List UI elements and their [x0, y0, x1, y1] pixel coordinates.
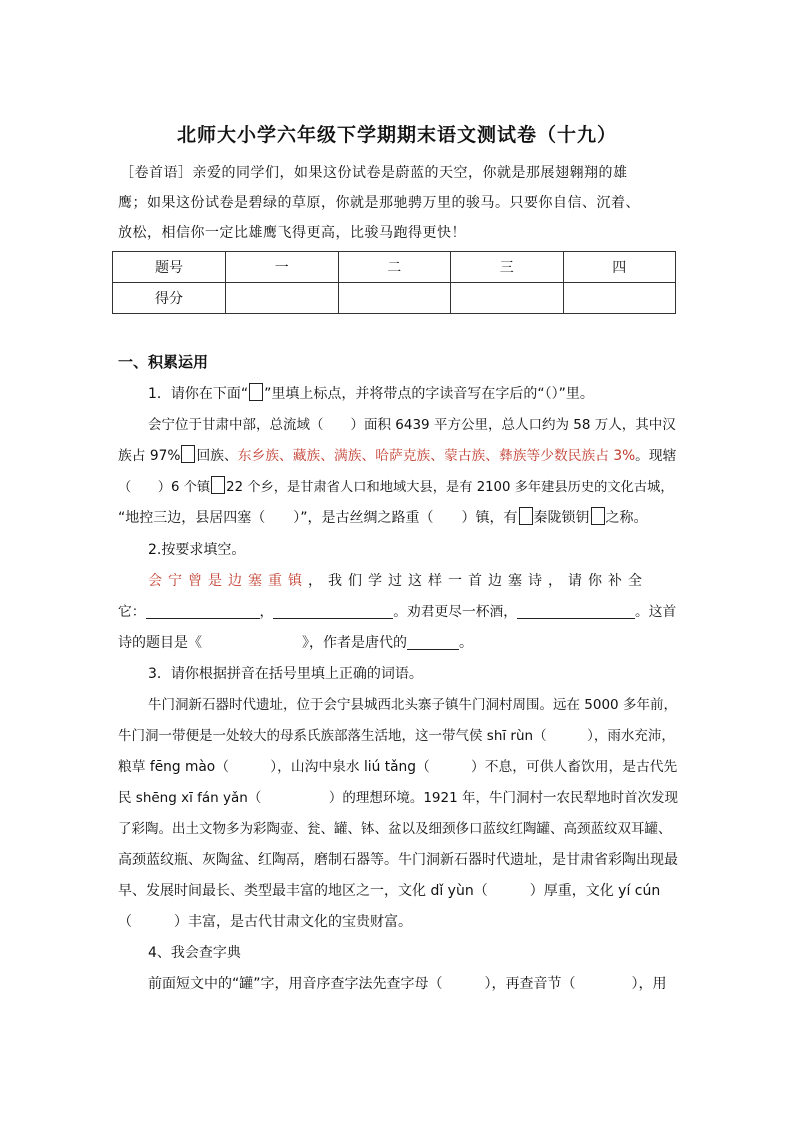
preface-line-2: 鹰；如果这份试卷是碧绿的草原，你就是那驰骋万里的骏马。只要你自信、沉着、 — [118, 195, 640, 211]
q3-line-5: 了彩陶。出土文物多为彩陶壶、瓮、罐、钵、盆以及细颈侈口蓝纹红陶罐、高颈蓝纹双耳罐、 — [118, 821, 672, 837]
q4-line-1: 前面短文中的“罐”字，用音序查字法先查字母（ ），再查音节（ ），用 — [148, 976, 667, 992]
q1-line-4-end: 之称。 — [605, 510, 648, 526]
preface-line-1: 亲爱的同学们，如果这份试卷是蔚蓝的天空，你就是那展翅翱翔的雄 — [192, 165, 628, 181]
score-input-cell[interactable] — [226, 283, 339, 314]
q2-line-3-start: 诗的题目是《 — [118, 635, 202, 651]
q1-line-2-start: 族占 97% — [118, 448, 181, 464]
q3-line-6: 高颈蓝纹瓶、灰陶盆、红陶鬲，磨制石器等。牛门洞新石器时代遗址，是甘肃省彩陶出现最 — [118, 852, 678, 868]
preface-tag: ［卷首语］ — [120, 165, 193, 181]
question-1 — [118, 379, 678, 534]
punctuation-box[interactable] — [591, 507, 605, 525]
q1-prompt-end: ”里填上标点，并将带点的字读音写在字后的“（）”里。 — [264, 386, 594, 402]
page-title: 北师大小学六年级下学期期末语文测试卷（十九） — [176, 124, 617, 146]
section-heading: 一、积累运用 — [118, 353, 209, 371]
q2-line-2-mid: 。劝君更尽一杯酒， — [393, 604, 518, 620]
q2-line-3-end: 。 — [459, 635, 473, 651]
q4-prompt: 4、我会查字典 — [148, 945, 241, 961]
score-header-cell: 二 — [338, 252, 451, 283]
q2-dotted-text: 会宁曾是边塞重镇 — [148, 573, 308, 589]
punctuation-box[interactable] — [211, 476, 225, 494]
q1-prompt-start: 1．请你在下面“ — [148, 386, 249, 402]
q2-line-1-end: ，我们学过这样一首边塞诗，请你补全 — [308, 573, 648, 589]
score-header-cell: 三 — [451, 252, 564, 283]
score-table — [112, 251, 676, 314]
score-table-header-row — [113, 252, 676, 283]
q2-line-2-start: 它： — [118, 604, 146, 620]
q3-line-2: 牛门洞一带便是一处较大的母系氏族部落生活地，这一带气侯 shī rùn（ ），雨水充沛， — [118, 728, 675, 744]
q2-prompt: 2.按要求填空。 — [148, 542, 246, 558]
q3-prompt: 3．请你根据拼音在括号里填上正确的词语。 — [148, 666, 423, 682]
q1-line-3-end: 22 个乡，是甘肃省人口和地域大县，是有 2100 多年建县历史的文化古城， — [226, 480, 674, 495]
score-header-cell: 题号 — [113, 252, 226, 283]
q1-line-4-mid: 秦陇锁钥 — [533, 510, 590, 526]
answer-blank[interactable] — [517, 603, 635, 619]
preface — [118, 158, 680, 248]
score-header-cell: 四 — [563, 252, 676, 283]
preface-line-3: 放松，相信你一定比雄鹰飞得更高，比骏马跑得更快！ — [118, 225, 466, 241]
q3-line-3: 粮草 fēng mào（ ），山沟中泉水 liú tǎng（ ）不息，可供人畜饮用，是古代先 — [118, 759, 678, 775]
q1-line-2-mid: 回族、 — [196, 448, 238, 464]
q1-line-4-start: “地控三边，县居四塞（ ）”，是古丝绸之路重（ ）镇，有 — [118, 510, 518, 526]
answer-blank[interactable] — [146, 603, 260, 619]
question-2 — [118, 535, 678, 659]
score-table-score-row — [113, 283, 676, 314]
question-4 — [118, 938, 678, 1000]
punctuation-box[interactable] — [181, 445, 195, 463]
score-label-cell: 得分 — [113, 283, 226, 314]
q1-line-3-start: （ ）6 个镇 — [118, 480, 211, 495]
q2-line-3-mid: 》，作者是唐代的 — [302, 635, 407, 651]
q3-line-8: （ ）丰富，是古代甘肃文化的宝贵财富。 — [118, 914, 412, 930]
q2-line-2-end: 。这首 — [635, 604, 677, 620]
q3-line-1: 牛门洞新石器时代遗址，位于会宁县城西北头寨子镇牛门洞村周围。远在 5000 多年前， — [148, 697, 677, 713]
q1-dotted-text: 东乡族、藏族、满族、哈萨克族、蒙古族、彝族等少数民族占 3% — [237, 448, 636, 464]
score-input-cell[interactable] — [338, 283, 451, 314]
q1-line-2-end: 。现辖 — [635, 448, 677, 464]
punctuation-box[interactable] — [249, 383, 263, 401]
q1-line-1: 会宁位于甘肃中部，总流域（ ）面积 6439 平方公里，总人口约为 58 万人，其中汉 — [148, 417, 676, 433]
q2-line-2-comma: ， — [259, 604, 274, 620]
q3-line-4: 民 shēng xī fán yǎn（ ）的理想环境。1921 年，牛门洞村一农民犁地时首次发现 — [118, 790, 678, 806]
score-input-cell[interactable] — [451, 283, 564, 314]
question-3 — [118, 659, 678, 938]
score-input-cell[interactable] — [563, 283, 676, 314]
score-header-cell: 一 — [226, 252, 339, 283]
answer-blank[interactable] — [273, 603, 393, 619]
answer-blank[interactable] — [407, 634, 459, 650]
punctuation-box[interactable] — [519, 507, 533, 525]
q3-line-7: 早、发展时间最长、类型最丰富的地区之一，文化 dǐ yùn（ ）厚重，文化 yí cún — [118, 883, 661, 899]
